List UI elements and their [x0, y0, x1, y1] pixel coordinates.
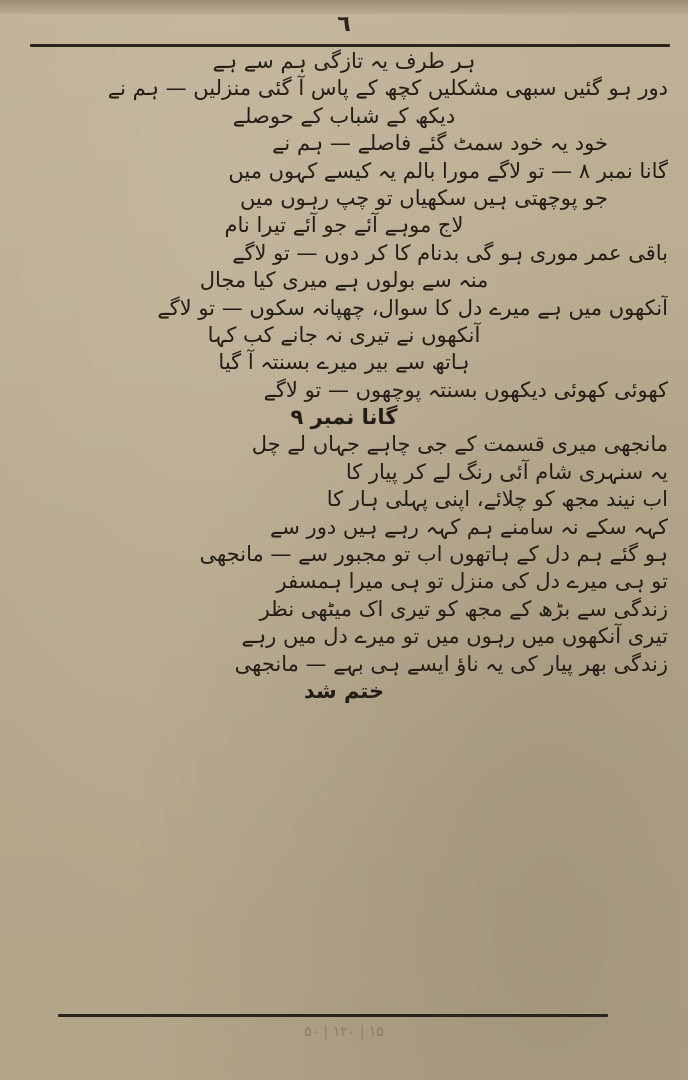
library-stamp: ۵۰ | ۱۲۰ | ۱۵ [304, 1024, 384, 1040]
lyric-line-2: دور ہو گئیں سبھی مشکلیں کچھ کے پاس آ گئی منزلیں — ہم نے [107, 76, 668, 101]
lyric-line-19: ہو گئے ہم دل کے ہاتھوں اب تو مجبور سے — مانجھی [199, 542, 668, 567]
end-marker: ختم شد [303, 678, 385, 703]
lyric-line-3: دیکھ کے شباب کے حوصلے [232, 103, 456, 128]
lyric-line-1: ہر طرف یہ تازگی ہم سے ہے [212, 49, 476, 73]
bottom-rule [58, 1014, 608, 1017]
song-heading-9: گانا نمبر ۹ [290, 405, 398, 430]
lyric-line-12: ہاتھ سے بیر میرے بسنتہ آ گیا [218, 350, 470, 375]
lyric-line-10: آنکھوں میں ہے میرے دل کا سوال، چھپانہ سکوں — تو لاگے [157, 295, 668, 320]
lyric-line-20: تو ہی میرے دل کی منزل تو ہی میرا ہمسفر [276, 569, 668, 594]
song-text-block [20, 48, 668, 705]
lyric-line-23: زندگی بھر پیار کی یہ ناؤ ایسے ہی بہے — مانجھی [234, 651, 668, 676]
top-rule [30, 44, 670, 47]
lyric-line-18: کہہ سکے نہ سامنے ہم کہہ رہے ہیں دور سے [269, 514, 668, 539]
lyric-line-21: زندگی سے بڑھ کے مجھ کو تیری اک میٹھی نظر [259, 596, 668, 621]
lyric-line-7: لاج موہے آئے جو آئے تیرا نام [224, 213, 464, 238]
lyric-line-8: باقی عمر موری ہو گی بدنام کا کر دوں — تو لاگے [232, 240, 668, 265]
lyric-line-9: منہ سے بولوں ہے میری کیا مجال [199, 268, 489, 293]
lyric-line-6: جو پوچھتی ہیں سکھیاں تو چپ رہوں میں [240, 185, 608, 210]
lyric-line-16: یہ سنہری شام آئی رنگ لے کر پیار کا [345, 459, 668, 484]
lyric-line-11: آنکھوں نے تیری نہ جانے کب کہا [207, 322, 481, 347]
lyric-line-15: مانجھی میری قسمت کے جی چاہے جہاں لے چل [251, 432, 668, 457]
lyric-line-13: کھوئی کھوئی دیکھوں بسنتہ پوچھوں — تو لاگے [263, 377, 668, 402]
page-number: ٦ [337, 12, 351, 37]
lyric-line-22: تیری آنکھوں میں رہوں میں تو میرے دل میں رہے [241, 624, 668, 649]
lyric-line-17: اب نیند مجھ کو چلائے، اپنی پہلی ہار کا [326, 487, 668, 512]
lyric-line-4: خود یہ خود سمٹ گئے فاصلے — ہم نے [272, 131, 608, 156]
song-heading-8: گانا نمبر ۸ — تو لاگے مورا بالم یہ کیسے کہوں میں [228, 158, 668, 183]
